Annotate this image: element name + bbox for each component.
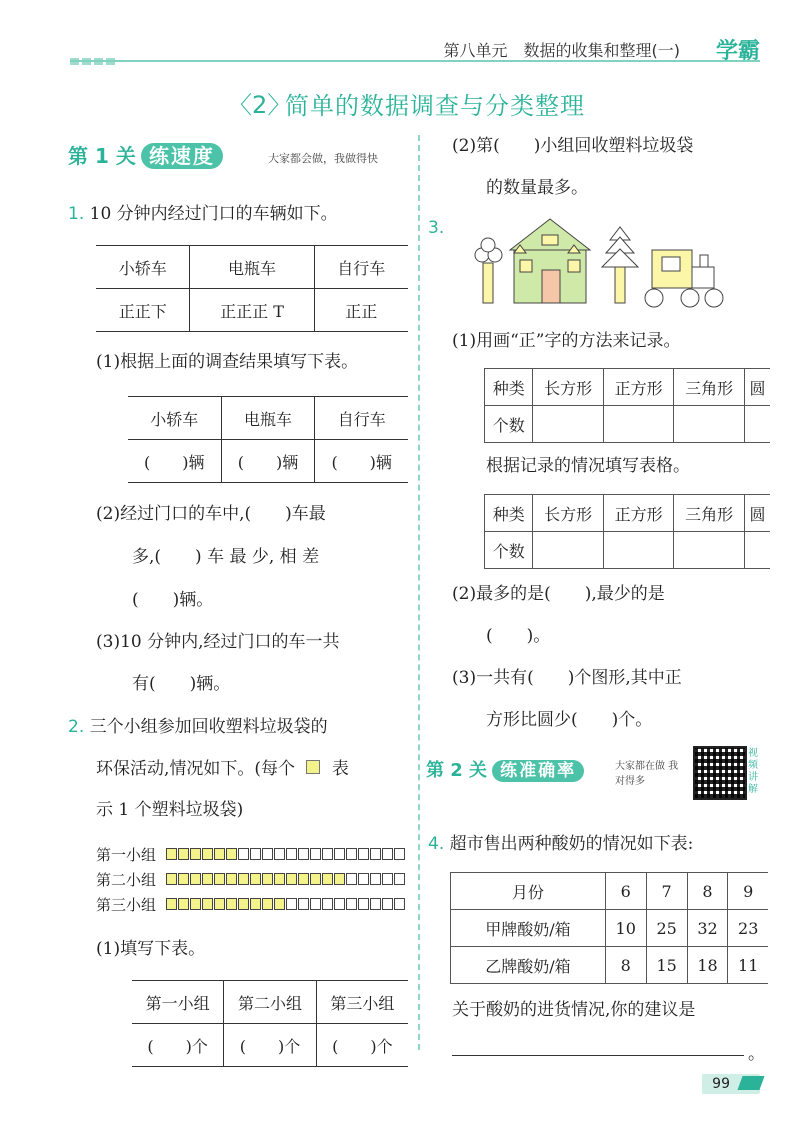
answer-blank[interactable] <box>603 406 674 443</box>
bar-cell <box>358 898 369 910</box>
bar-cells <box>166 848 406 860</box>
bar-cell <box>166 848 177 860</box>
q1-part3-line1: (3)10 分钟内,经过门口的车一共 <box>96 632 340 652</box>
table-cell: 第三小组 <box>316 981 408 1024</box>
bar-cell <box>346 873 357 885</box>
answer-blank[interactable]: ( )辆 <box>128 440 221 483</box>
table-cell: 月份 <box>451 873 606 910</box>
tally-cell: 正正 <box>314 289 408 332</box>
square-icon <box>306 760 320 774</box>
bar-cell <box>358 848 369 860</box>
answer-blank[interactable]: ( )个 <box>132 1024 224 1067</box>
q3-number-wrap <box>428 218 444 238</box>
table-cell: 9 <box>728 873 768 910</box>
table-cell: 长方形 <box>533 495 604 532</box>
q2-text: 三个小组参加回收塑料垃圾袋的 <box>89 717 328 737</box>
bar-row-1 <box>96 846 406 862</box>
bar-cell <box>370 873 381 885</box>
q1-stem <box>68 200 338 228</box>
answer-blank[interactable]: ( )辆 <box>221 440 315 483</box>
table-cell: 自行车 <box>315 397 408 440</box>
table-cell: 第一小组 <box>132 981 224 1024</box>
table-cell: 种类 <box>485 495 533 532</box>
q4-yogurt-table <box>450 872 768 984</box>
answer-blank[interactable] <box>674 406 745 443</box>
q1-part1: (1)根据上面的调查结果填写下表。 <box>96 352 359 372</box>
bar-cell <box>358 873 369 885</box>
bar-cell <box>178 848 189 860</box>
tally-cell: 正正正 T <box>190 289 314 332</box>
bar-cell <box>286 873 297 885</box>
table-cell: 电瓶车 <box>190 246 314 289</box>
bar-cell <box>346 898 357 910</box>
table-cell: 圆 <box>744 495 770 532</box>
q1-part2-line3: ( )辆。 <box>132 590 214 610</box>
q3-count-table <box>484 494 770 569</box>
bar-label: 第二小组 <box>96 870 157 889</box>
q3-part3-line1: (3)一共有( )个图形,其中正 <box>452 668 682 688</box>
tree-figure <box>602 227 638 303</box>
q3-part2-line1: (2)最多的是( ),最少的是 <box>452 584 665 604</box>
bar-cell <box>370 898 381 910</box>
section2-pill: 练准确率 <box>492 760 584 782</box>
bar-cell <box>286 848 297 860</box>
bar-cell <box>394 898 405 910</box>
table-cell: 个数 <box>485 406 533 443</box>
answer-blank[interactable] <box>744 532 770 569</box>
q4-text: 超市售出两种酸奶的情况如下表: <box>449 834 694 854</box>
table-cell: 三角形 <box>674 369 745 406</box>
section1-header <box>68 140 223 169</box>
bar-cell <box>226 848 237 860</box>
bar-row-2 <box>96 871 406 887</box>
q3-part1: (1)用画“正”字的方法来记录。 <box>452 331 681 351</box>
train-figure <box>645 250 723 307</box>
bar-cell <box>322 873 333 885</box>
bar-cell <box>382 873 393 885</box>
answer-blank[interactable] <box>674 532 745 569</box>
q2-answer-table <box>132 980 408 1067</box>
table-cell: 8 <box>605 947 646 984</box>
q3-tally-table <box>484 368 770 443</box>
bar-cell <box>226 873 237 885</box>
bar-cell <box>166 898 177 910</box>
bar-cells <box>166 873 406 885</box>
flower-figure <box>475 238 502 303</box>
answer-blank[interactable]: ( )辆 <box>315 440 408 483</box>
qr-code-icon[interactable] <box>693 746 747 800</box>
answer-blank[interactable] <box>533 532 604 569</box>
bar-label: 第三小组 <box>96 895 157 914</box>
bar-cell <box>346 848 357 860</box>
table-cell: 种类 <box>485 369 533 406</box>
table-cell: 6 <box>605 873 646 910</box>
bar-cell <box>370 848 381 860</box>
q2-text: 表 <box>331 759 349 779</box>
q1-part2-line2: 多,( ) 车 最 少, 相 差 <box>132 547 320 567</box>
period-mark: 。 <box>748 1044 765 1064</box>
table-cell: 23 <box>728 910 768 947</box>
bar-label: 第一小组 <box>96 845 157 864</box>
table-cell: 25 <box>646 910 687 947</box>
bar-cell <box>394 873 405 885</box>
table-cell: 小轿车 <box>128 397 221 440</box>
q3-part2-line2: ( )。 <box>486 626 551 646</box>
bar-cell <box>322 848 333 860</box>
table-cell: 11 <box>728 947 768 984</box>
bar-cell <box>334 898 345 910</box>
q1-number: 1. <box>68 204 85 224</box>
bar-cells <box>166 898 406 910</box>
q4-suggestion-prompt: 关于酸奶的进货情况,你的建议是 <box>452 1000 696 1020</box>
page-title: 简单的数据调查与分类整理 <box>285 92 585 120</box>
section1-sub: 大家都会做，我做得快 <box>268 152 378 165</box>
q2-part2-line2: 的数量最多。 <box>486 178 588 198</box>
table-cell: 长方形 <box>533 369 604 406</box>
table-cell: 电瓶车 <box>221 397 315 440</box>
bar-cell <box>274 848 285 860</box>
q2-text: 环保活动,情况如下。(每个 <box>96 759 296 779</box>
table-cell: 个数 <box>485 532 533 569</box>
bar-cell <box>310 898 321 910</box>
table-cell: 8 <box>687 873 728 910</box>
answer-blank[interactable] <box>744 406 770 443</box>
bar-cell <box>250 898 261 910</box>
bar-cell <box>310 873 321 885</box>
bar-cell <box>274 898 285 910</box>
q3-part3-line2: 方形比圆少( )个。 <box>486 710 653 730</box>
answer-blank[interactable]: ( )个 <box>224 1024 316 1067</box>
answer-blank[interactable] <box>533 406 604 443</box>
table-cell: 15 <box>646 947 687 984</box>
q4-number: 4. <box>428 834 445 854</box>
bar-cell <box>166 873 177 885</box>
bar-cell <box>190 848 201 860</box>
section2-label: 第 2 关 <box>426 760 488 781</box>
pencil-icon <box>737 1076 764 1090</box>
bar-cell <box>382 848 393 860</box>
bar-cell <box>178 898 189 910</box>
section2-header <box>426 756 584 782</box>
q1-text: 10 分钟内经过门口的车辆如下。 <box>89 204 338 224</box>
lesson-number: 〈2〉 <box>228 91 292 119</box>
section1-pill: 练速度 <box>141 143 223 169</box>
video-label: 视频讲解 <box>748 748 758 795</box>
q4-stem <box>428 830 693 858</box>
bar-cell <box>226 898 237 910</box>
table-cell: 32 <box>687 910 728 947</box>
bar-cell <box>322 898 333 910</box>
bar-cell <box>298 873 309 885</box>
table-cell: 7 <box>646 873 687 910</box>
brand-logo: 学霸 <box>715 39 760 64</box>
bar-cell <box>238 848 249 860</box>
table-cell: 正方形 <box>603 495 674 532</box>
table-cell: 自行车 <box>314 246 408 289</box>
answer-blank[interactable] <box>603 532 674 569</box>
column-divider <box>418 135 420 1050</box>
section1-label: 第 1 关 <box>68 144 136 168</box>
table-cell: 甲牌酸奶/箱 <box>451 910 606 947</box>
house-figure <box>510 219 590 303</box>
q2-part1: (1)填写下表。 <box>96 939 206 959</box>
q3-number: 3. <box>428 218 445 238</box>
shapes-illustration <box>462 215 732 310</box>
bar-row-3 <box>96 896 406 912</box>
q1-tally-table <box>96 245 408 332</box>
table-cell: 小轿车 <box>96 246 190 289</box>
bar-cell <box>298 848 309 860</box>
bar-cell <box>298 898 309 910</box>
table-cell: 乙牌酸奶/箱 <box>451 947 606 984</box>
table-cell: 三角形 <box>674 495 745 532</box>
bar-cell <box>334 873 345 885</box>
q2-stem-line2 <box>96 755 349 783</box>
bar-cell <box>190 873 201 885</box>
bar-cell <box>190 898 201 910</box>
section2-sub: 大家都在做 我对得多 <box>615 761 679 787</box>
bar-cell <box>262 848 273 860</box>
q2-stem-line3: 示 1 个塑料垃圾袋) <box>96 800 244 820</box>
table-cell: 正方形 <box>603 369 674 406</box>
bar-cell <box>310 848 321 860</box>
q1-part2-line1: (2)经过门口的车中,( )车最 <box>96 504 326 524</box>
bar-cell <box>250 848 261 860</box>
bar-cell <box>238 898 249 910</box>
q1-answer-table <box>128 396 408 483</box>
bar-cell <box>178 873 189 885</box>
bar-cell <box>262 873 273 885</box>
q2-stem-line1 <box>68 713 328 741</box>
table-cell: 10 <box>605 910 646 947</box>
q2-part2-line1: (2)第( )小组回收塑料垃圾袋 <box>452 136 694 156</box>
bar-cell <box>382 898 393 910</box>
table-cell: 第二小组 <box>224 981 316 1024</box>
bar-cell <box>274 873 285 885</box>
page-number: 99 <box>702 1074 760 1094</box>
bar-cell <box>202 848 213 860</box>
table-cell: 18 <box>687 947 728 984</box>
q2-number: 2. <box>68 717 85 737</box>
q3-instruction: 根据记录的情况填写表格。 <box>486 456 690 476</box>
unit-title: 第八单元 数据的收集和整理(一) <box>443 41 680 60</box>
answer-blank[interactable]: ( )个 <box>316 1024 408 1067</box>
bar-cell <box>250 873 261 885</box>
tally-cell: 正正下 <box>96 289 190 332</box>
bar-cell <box>394 848 405 860</box>
answer-line[interactable] <box>452 1055 744 1056</box>
bar-cell <box>202 898 213 910</box>
q1-part3-line2: 有( )辆。 <box>132 674 231 694</box>
bar-cell <box>262 898 273 910</box>
bar-cell <box>238 873 249 885</box>
bar-cell <box>202 873 213 885</box>
bar-cell <box>286 898 297 910</box>
bar-cell <box>214 898 225 910</box>
bar-cell <box>214 848 225 860</box>
bar-cell <box>214 873 225 885</box>
bar-cell <box>334 848 345 860</box>
table-cell: 圆 <box>744 369 770 406</box>
